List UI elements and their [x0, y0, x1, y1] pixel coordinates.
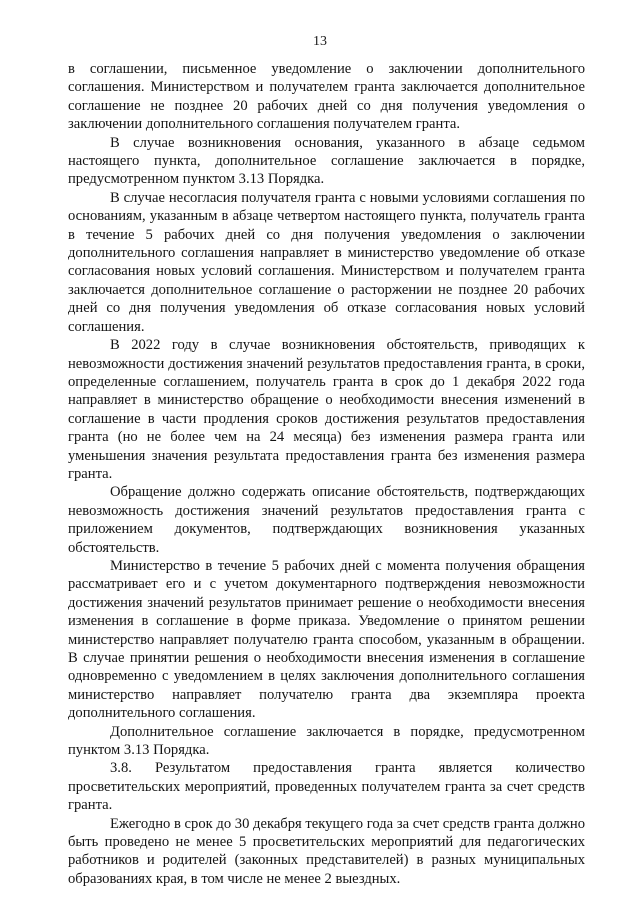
paragraph-2022-circumstances: В 2022 году в случае возникновения обстоятельств, приводящих к невозможности достижения значений результатов предоставления гранта, в сроки, определенные соглашением, получатель гранта в срок до 1 декабря 2022 года направляет в министерство обращение о необходимости внесения изменений в соглашение в части продления сроков достижения результатов предоставления гранта (но не более чем на 24 месяца) без изменения размера гранта или уменьшения значения результата предоставления гранта без изменения размера гранта. — [68, 337, 585, 482]
paragraph-section-3-8: 3.8. Результатом предоставления гранта является количество просветительских мероприятий, проведенных получателем гранта за счет средств гранта. — [68, 760, 585, 814]
document-body — [68, 60, 585, 888]
paragraph-request-content: Обращение должно содержать описание обстоятельств, подтверждающих невозможность достижения значений результатов предоставления гранта с приложением документов, подтверждающих возникновения указанных обстоятельств. — [68, 484, 585, 556]
paragraph-additional-agreement: Дополнительное соглашение заключается в порядке, предусмотренном пунктом 3.13 Порядка. — [68, 723, 585, 759]
paragraph-basis-seventh: В случае возникновения основания, указанного в абзаце седьмом настоящего пункта, дополнительное соглашение заключается в порядке, предусмотренном пунктом 3.13 Порядка. — [68, 134, 585, 188]
paragraph-ministry-review: Министерство в течение 5 рабочих дней с момента получения обращения рассматривает его и с учетом документарного подтверждения невозможности достижения значений результатов принимает решение о необходимости внесения изменения в соглашение в форме приказа. Уведомление о принятом решении министерство направляет получателю гранта способом, указанным в обращении. В случае принятии решения о необходимости внесения изменения в соглашение одновременно с уведомлением в целях заключения дополнительного соглашения министерство направляет получателю гранта два экземпляра проекта дополнительного соглашения. — [68, 557, 585, 722]
paragraph-annual-events: Ежегодно в срок до 30 декабря текущего года за счет средств гранта должно быть проведено не менее 5 просветительских мероприятий для педагогических работников и родителей (законных представителей) в разных муниципальных образованиях края, в том числе не менее 2 выездных. — [68, 815, 585, 887]
paragraph-continuation: в соглашении, письменное уведомление о заключении дополнительного соглашения. Министерством и получателем гранта заключается дополнительное соглашение не позднее 20 рабочих дней со дня получения уведомления о заключении дополнительного соглашения получателем гранта. — [68, 61, 585, 133]
page-number: 13 — [313, 34, 327, 49]
paragraph-disagreement: В случае несогласия получателя гранта с новыми условиями соглашения по основаниям, указанным в абзаце четвертом настоящего пункта, получатель гранта в течение 5 рабочих дней со дня получения уведомления о заключении дополнительного соглашения направляет в министерство уведомление об отказе согласования новых условий соглашения. Министерством и получателем гранта заключается дополнительное соглашение о расторжении не позднее 20 рабочих дней со дня получения уведомления об отказе согласования новых условий соглашения. — [68, 189, 585, 335]
